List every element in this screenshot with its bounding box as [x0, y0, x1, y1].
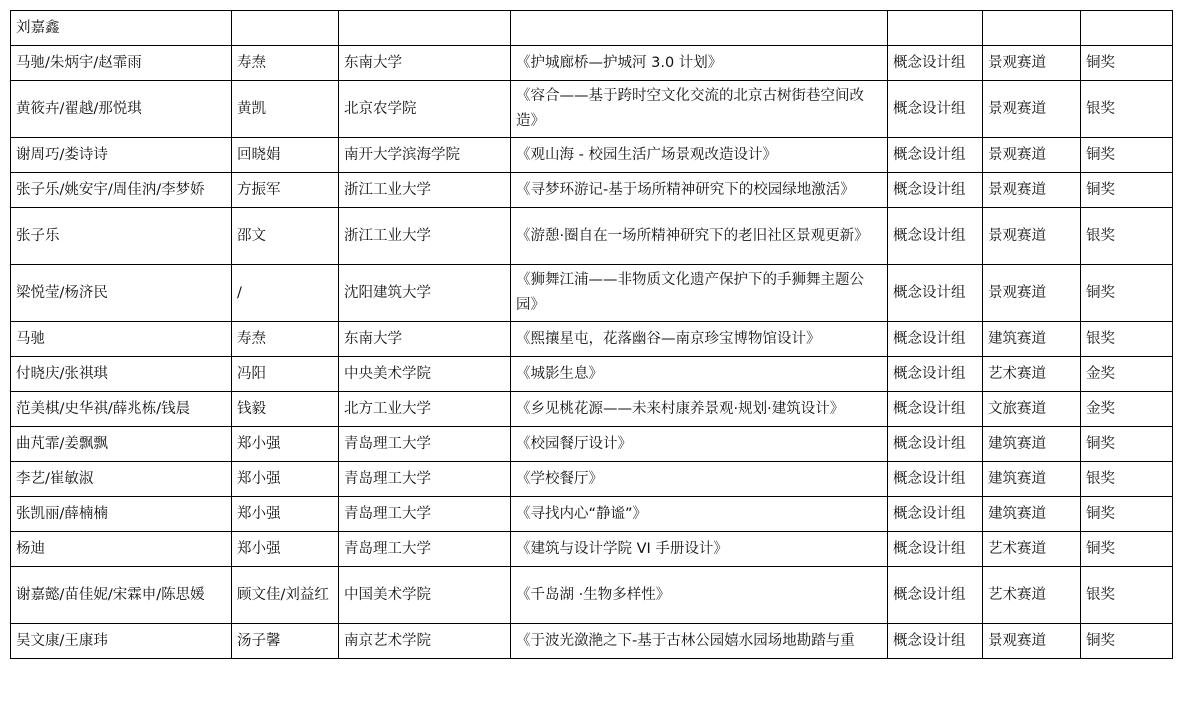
school-cell: 沈阳建筑大学	[339, 265, 511, 322]
track-cell: 景观赛道	[983, 81, 1081, 138]
authors-cell: 张子乐	[11, 208, 232, 265]
track-cell: 艺术赛道	[983, 532, 1081, 567]
table-row	[11, 46, 1173, 81]
award-cell: 铜奖	[1081, 427, 1173, 462]
group-cell: 概念设计组	[888, 138, 983, 173]
group-cell: 概念设计组	[888, 462, 983, 497]
group-cell: 概念设计组	[888, 265, 983, 322]
advisor-cell: 冯阳	[232, 357, 339, 392]
table-row	[11, 392, 1173, 427]
advisor-cell: 回晓娟	[232, 138, 339, 173]
track-cell: 景观赛道	[983, 208, 1081, 265]
authors-cell: 刘嘉鑫	[11, 11, 232, 46]
advisor-cell: 郑小强	[232, 462, 339, 497]
authors-cell: 张子乐/姚安宇/周佳汭/李梦娇	[11, 173, 232, 208]
school-cell: 南京艺术学院	[339, 624, 511, 659]
track-cell: 艺术赛道	[983, 357, 1081, 392]
authors-cell: 付晓庆/张祺琪	[11, 357, 232, 392]
table-row	[11, 357, 1173, 392]
authors-cell: 马驰/朱炳宇/赵霏雨	[11, 46, 232, 81]
school-cell: 北京农学院	[339, 81, 511, 138]
award-cell: 铜奖	[1081, 173, 1173, 208]
group-cell: 概念设计组	[888, 322, 983, 357]
group-cell: 概念设计组	[888, 567, 983, 624]
table-row	[11, 265, 1173, 322]
project-title-cell: 《容合——基于跨时空文化交流的北京古树街巷空间改造》	[511, 81, 888, 138]
track-cell	[983, 11, 1081, 46]
authors-cell: 杨迪	[11, 532, 232, 567]
advisor-cell: 郑小强	[232, 497, 339, 532]
advisor-cell: 寿焘	[232, 322, 339, 357]
track-cell: 景观赛道	[983, 624, 1081, 659]
track-cell: 景观赛道	[983, 173, 1081, 208]
track-cell: 景观赛道	[983, 265, 1081, 322]
project-title-cell: 《游憩·圈自在一场所精神研究下的老旧社区景观更新》	[511, 208, 888, 265]
table-row	[11, 138, 1173, 173]
award-cell: 铜奖	[1081, 138, 1173, 173]
award-cell	[1081, 11, 1173, 46]
table-row	[11, 173, 1173, 208]
award-table	[10, 10, 1173, 659]
table-row	[11, 11, 1173, 46]
group-cell: 概念设计组	[888, 427, 983, 462]
authors-cell: 黄筱卉/翟越/那悦琪	[11, 81, 232, 138]
school-cell: 中国美术学院	[339, 567, 511, 624]
table-row	[11, 81, 1173, 138]
track-cell: 文旅赛道	[983, 392, 1081, 427]
school-cell: 青岛理工大学	[339, 462, 511, 497]
award-cell: 银奖	[1081, 81, 1173, 138]
project-title-cell: 《寻找内心“静谧”》	[511, 497, 888, 532]
authors-cell: 张凯丽/薛楠楠	[11, 497, 232, 532]
project-title-cell: 《乡见桃花源——未来村康养景观·规划·建筑设计》	[511, 392, 888, 427]
school-cell: 南开大学滨海学院	[339, 138, 511, 173]
table-row	[11, 208, 1173, 265]
school-cell: 东南大学	[339, 322, 511, 357]
advisor-cell	[232, 11, 339, 46]
award-table-body	[11, 11, 1173, 659]
authors-cell: 李艺/崔敏淑	[11, 462, 232, 497]
authors-cell: 范美棋/史华祺/薛兆栋/钱晨	[11, 392, 232, 427]
group-cell: 概念设计组	[888, 357, 983, 392]
advisor-cell: 邵文	[232, 208, 339, 265]
award-cell: 铜奖	[1081, 497, 1173, 532]
award-table-container	[10, 10, 1172, 659]
track-cell: 景观赛道	[983, 138, 1081, 173]
track-cell: 建筑赛道	[983, 462, 1081, 497]
advisor-cell: 郑小强	[232, 532, 339, 567]
award-cell: 银奖	[1081, 567, 1173, 624]
authors-cell: 曲芃霏/姜飘飘	[11, 427, 232, 462]
table-row	[11, 532, 1173, 567]
award-cell: 银奖	[1081, 208, 1173, 265]
table-row	[11, 567, 1173, 624]
award-cell: 铜奖	[1081, 265, 1173, 322]
award-cell: 银奖	[1081, 322, 1173, 357]
track-cell: 艺术赛道	[983, 567, 1081, 624]
group-cell: 概念设计组	[888, 497, 983, 532]
award-cell: 铜奖	[1081, 532, 1173, 567]
advisor-cell: /	[232, 265, 339, 322]
project-title-cell: 《观山海 - 校园生活广场景观改造设计》	[511, 138, 888, 173]
track-cell: 建筑赛道	[983, 497, 1081, 532]
award-cell: 铜奖	[1081, 624, 1173, 659]
project-title-cell: 《建筑与设计学院 VI 手册设计》	[511, 532, 888, 567]
school-cell	[339, 11, 511, 46]
school-cell: 北方工业大学	[339, 392, 511, 427]
table-row	[11, 462, 1173, 497]
advisor-cell: 钱毅	[232, 392, 339, 427]
school-cell: 东南大学	[339, 46, 511, 81]
project-title-cell: 《寻梦环游记-基于场所精神研究下的校园绿地激活》	[511, 173, 888, 208]
project-title-cell: 《学校餐厅》	[511, 462, 888, 497]
advisor-cell: 汤子馨	[232, 624, 339, 659]
authors-cell: 谢嘉懿/苗佳妮/宋霖申/陈思媛	[11, 567, 232, 624]
project-title-cell: 《千岛湖 ·生物多样性》	[511, 567, 888, 624]
track-cell: 景观赛道	[983, 46, 1081, 81]
authors-cell: 马驰	[11, 322, 232, 357]
school-cell: 浙江工业大学	[339, 173, 511, 208]
project-title-cell: 《护城廊桥—护城河 3.0 计划》	[511, 46, 888, 81]
project-title-cell: 《校园餐厅设计》	[511, 427, 888, 462]
group-cell	[888, 11, 983, 46]
table-row	[11, 427, 1173, 462]
school-cell: 中央美术学院	[339, 357, 511, 392]
group-cell: 概念设计组	[888, 46, 983, 81]
advisor-cell: 黄凯	[232, 81, 339, 138]
group-cell: 概念设计组	[888, 81, 983, 138]
advisor-cell: 方振军	[232, 173, 339, 208]
school-cell: 青岛理工大学	[339, 427, 511, 462]
award-cell: 铜奖	[1081, 46, 1173, 81]
group-cell: 概念设计组	[888, 624, 983, 659]
group-cell: 概念设计组	[888, 208, 983, 265]
project-title-cell	[511, 11, 888, 46]
project-title-cell: 《城影生息》	[511, 357, 888, 392]
authors-cell: 谢周巧/娄诗诗	[11, 138, 232, 173]
track-cell: 建筑赛道	[983, 427, 1081, 462]
group-cell: 概念设计组	[888, 532, 983, 567]
project-title-cell: 《于波光潋滟之下-基于古林公园嬉水园场地勘踏与重	[511, 624, 888, 659]
advisor-cell: 郑小强	[232, 427, 339, 462]
group-cell: 概念设计组	[888, 173, 983, 208]
school-cell: 青岛理工大学	[339, 497, 511, 532]
advisor-cell: 寿焘	[232, 46, 339, 81]
advisor-cell: 顾文佳/刘益红	[232, 567, 339, 624]
group-cell: 概念设计组	[888, 392, 983, 427]
school-cell: 浙江工业大学	[339, 208, 511, 265]
award-cell: 金奖	[1081, 392, 1173, 427]
award-cell: 银奖	[1081, 462, 1173, 497]
table-row	[11, 497, 1173, 532]
table-row	[11, 322, 1173, 357]
award-cell: 金奖	[1081, 357, 1173, 392]
authors-cell: 吴文康/王康玮	[11, 624, 232, 659]
school-cell: 青岛理工大学	[339, 532, 511, 567]
track-cell: 建筑赛道	[983, 322, 1081, 357]
authors-cell: 梁悦莹/杨济民	[11, 265, 232, 322]
project-title-cell: 《熙攘星屯，花落幽谷—南京珍宝博物馆设计》	[511, 322, 888, 357]
table-row	[11, 624, 1173, 659]
project-title-cell: 《狮舞江浦——非物质文化遗产保护下的手狮舞主题公园》	[511, 265, 888, 322]
